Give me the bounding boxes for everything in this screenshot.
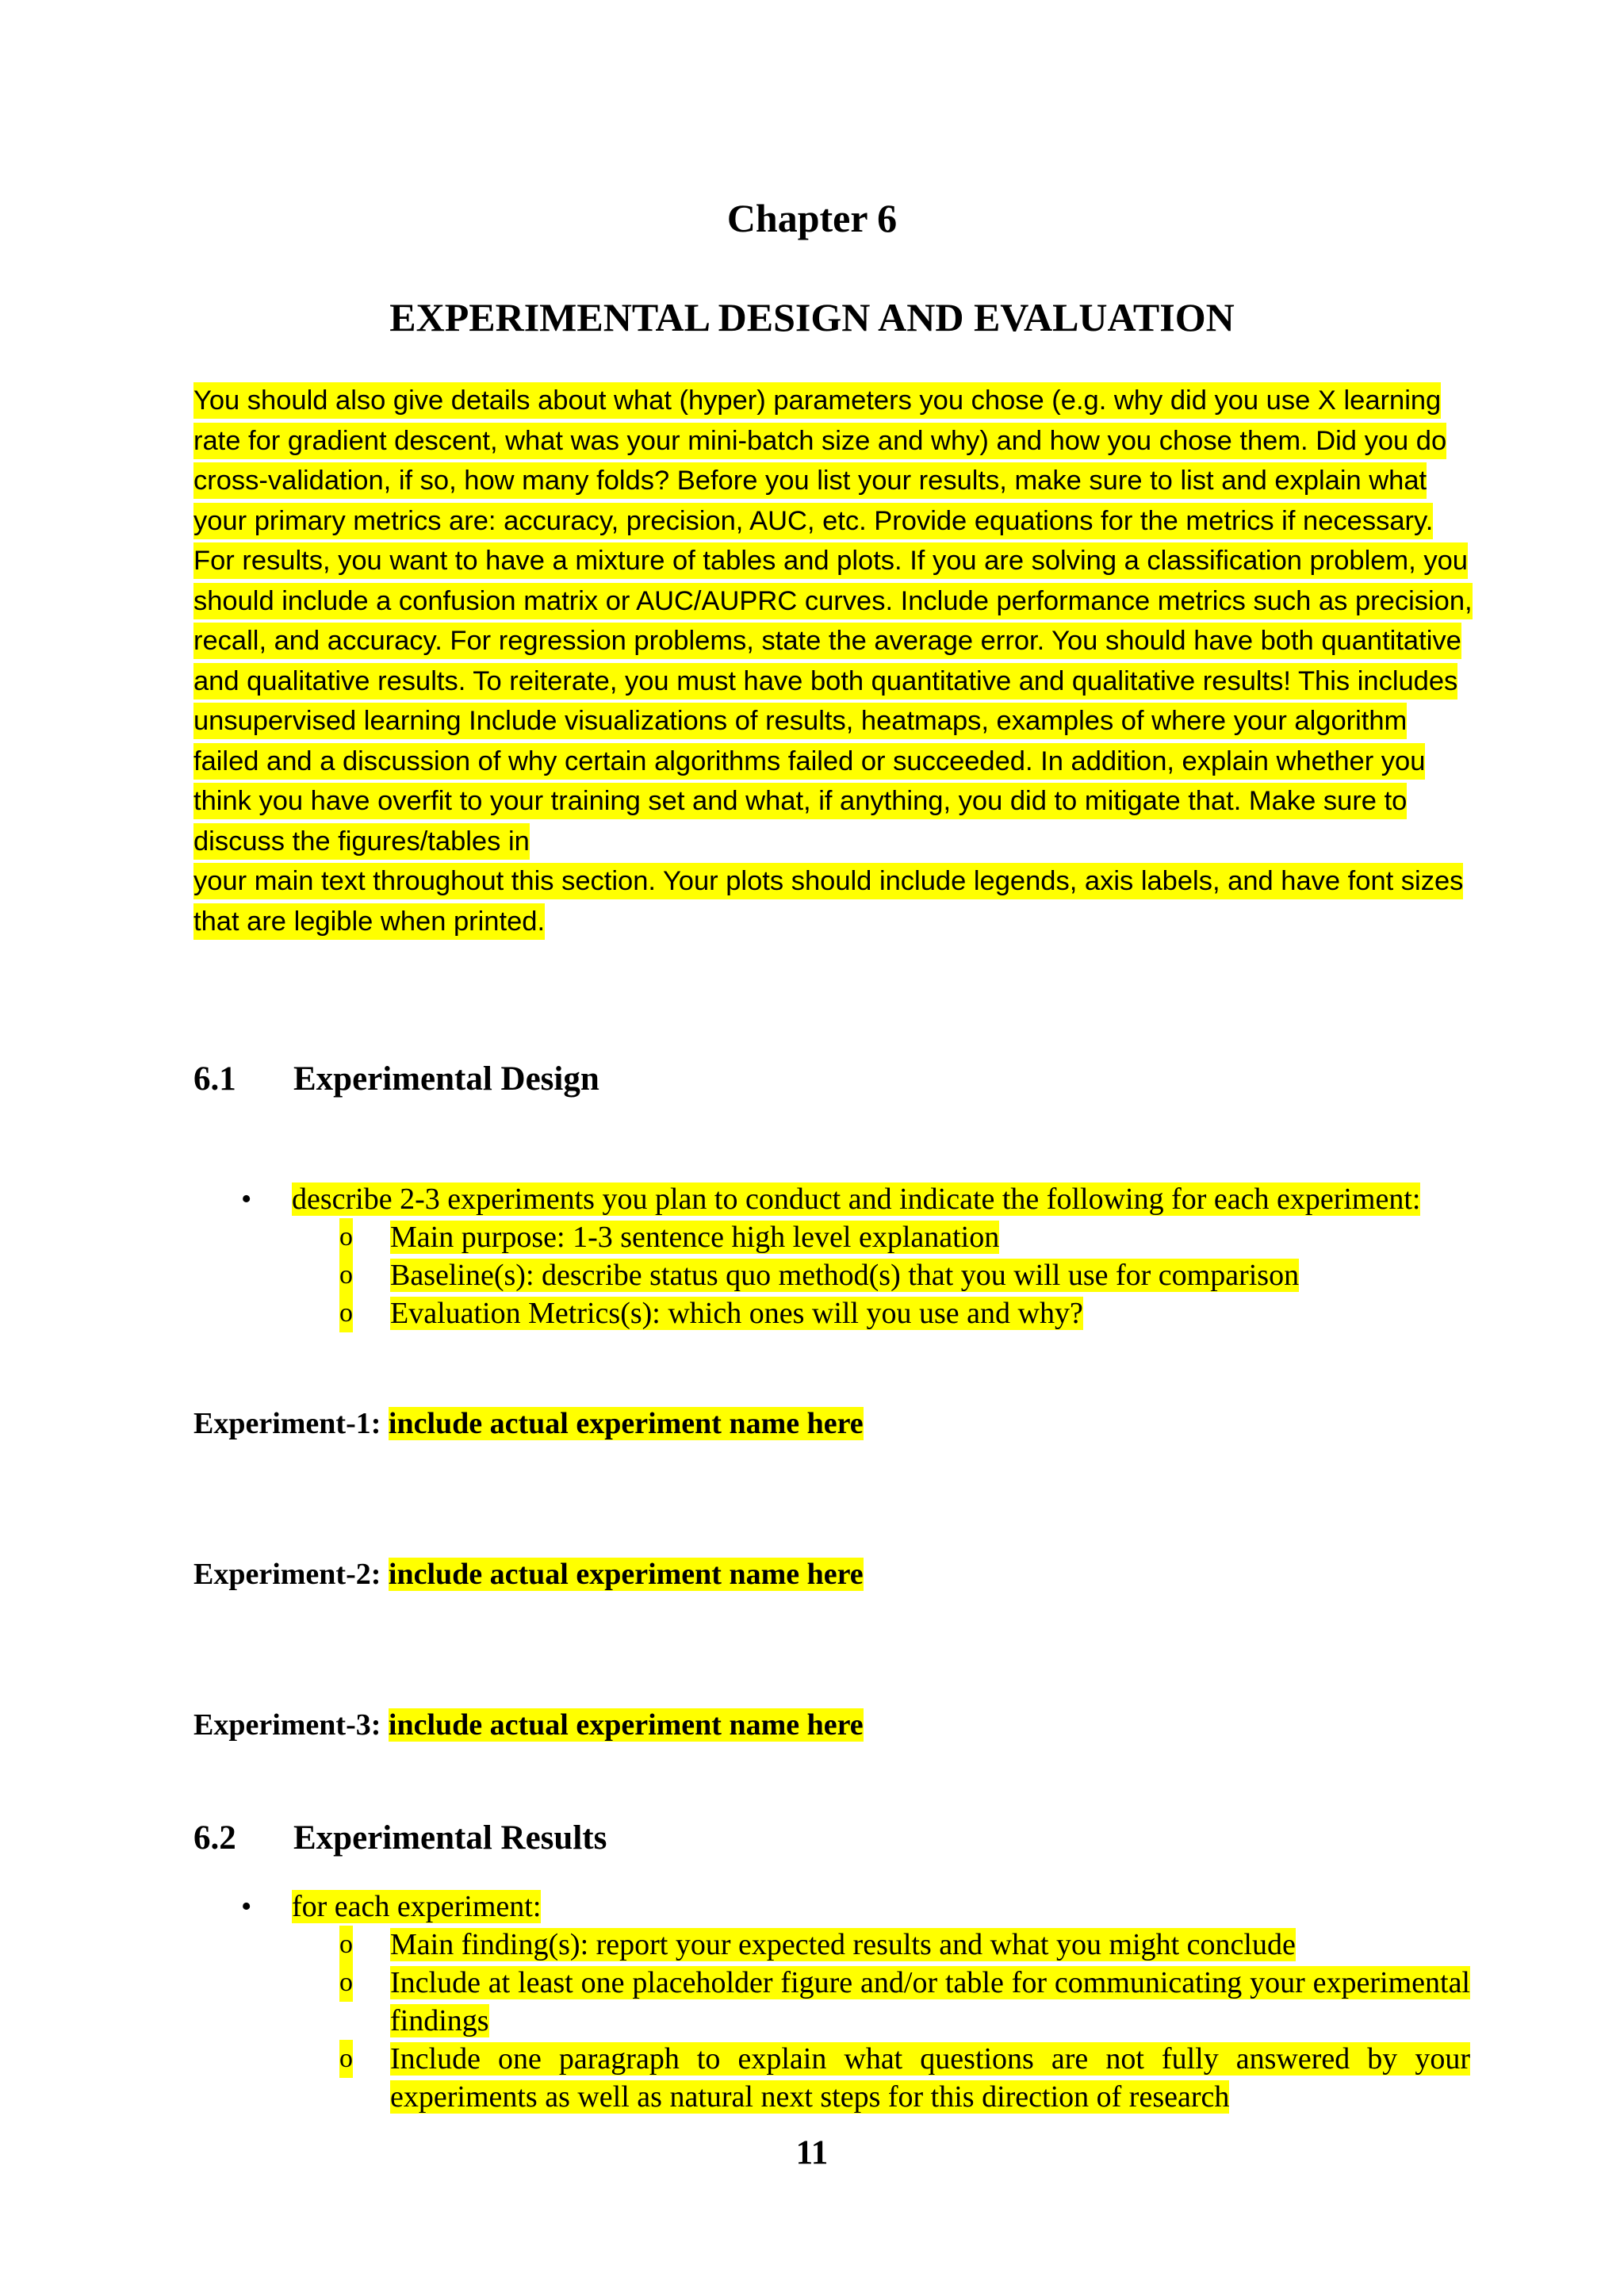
- chapter-title: EXPERIMENTAL DESIGN AND EVALUATION: [389, 295, 1235, 339]
- sub-marker: o: [339, 1294, 353, 1332]
- sub-item-text: Main purpose: 1-3 sentence high level explanation: [390, 1221, 1000, 1254]
- sub-item-text: Baseline(s): describe status quo method(s) that you will use for comparison: [390, 1259, 1300, 1292]
- experiment-name: include actual experiment name here: [388, 1708, 864, 1742]
- sub-marker: o: [339, 1256, 353, 1294]
- section-title: Experimental Design: [293, 1060, 599, 1098]
- bullet-marker: •: [241, 1182, 252, 1216]
- list-item: [193, 1180, 1470, 1332]
- sub-item-text: Include one paragraph to explain what questions are not fully answered by your experiments as well as natural next steps for this direction of research: [390, 2042, 1470, 2114]
- sub-list-item: [292, 1926, 1470, 1964]
- sub-list-item: [292, 1256, 1470, 1294]
- experiment-name: include actual experiment name here: [388, 1407, 864, 1440]
- list-item: [193, 1888, 1470, 2116]
- bullet-text: describe 2-3 experiments you plan to conduct and indicate the following for each experiment:: [292, 1182, 1421, 1216]
- sub-marker: o: [339, 2040, 353, 2078]
- design-bullet-list: [193, 1180, 1470, 1332]
- results-bullet-list: [193, 1888, 1470, 2116]
- intro-text: You should also give details about what (hyper) parameters you chose (e.g. why did you use X learning rate for gradient descent, what was your mini-batch size and why) and how you chose them. Did you do cross-validation, if so, how many folds? Before you list your results, make sure to list and explain what your primary metrics are: accuracy, precision, AUC, etc. Provide equations for the metrics if necessary. For results, you want to have a mixture of tables and plots. If you are solving a classification problem, you should include a confusion matrix or AUC/AUPRC curves. Include performance metrics such as precision, recall, and accuracy. For regression problems, state the average error. You should have both quantitative and qualitative results. To reiterate, you must have both quantitative and qualitative results! This includes unsupervised learning Include visualizations of results, heatmaps, examples of where your algorithm failed and a discussion of why certain algorithms failed or succeeded. In addition, explain whether you think you have overfit to your training set and what, if anything, you did to mitigate that. Make sure to discuss the figures/tables in: [193, 382, 1473, 860]
- experiment-3: [193, 1705, 864, 1745]
- sub-list-item: [292, 1218, 1470, 1256]
- section-title: Experimental Results: [293, 1819, 607, 1857]
- sub-item-text: Main finding(s): report your expected results and what you might conclude: [390, 1928, 1296, 1961]
- sub-list-item: [292, 2040, 1470, 2116]
- section-heading-experimental-results: [193, 1816, 607, 1861]
- experiment-1: [193, 1404, 864, 1443]
- results-sub-list: [292, 1926, 1470, 2116]
- section-number: 6.2: [193, 1819, 236, 1857]
- sub-marker: o: [339, 1218, 353, 1256]
- intro-text-continued: your main text throughout this section. Your plots should include legends, axis labels, and have font sizes that are legible when printed.: [193, 863, 1463, 940]
- intro-paragraph: [193, 381, 1478, 941]
- chapter-label: Chapter 6: [726, 196, 898, 240]
- experiment-name: include actual experiment name here: [388, 1558, 864, 1591]
- sub-marker: o: [339, 1964, 353, 2002]
- experiment-label: Experiment-2:: [193, 1558, 381, 1591]
- bullet-text: for each experiment:: [292, 1890, 542, 1923]
- experiment-label: Experiment-3:: [193, 1708, 381, 1742]
- bullet-marker: •: [241, 1890, 252, 1923]
- sub-list-item: [292, 1294, 1470, 1332]
- sub-item-text: Include at least one placeholder figure and/or table for communicating your experimental findings: [390, 1966, 1470, 2037]
- page-number: 11: [795, 2134, 829, 2171]
- experiment-label: Experiment-1:: [193, 1407, 381, 1440]
- experiment-2: [193, 1554, 864, 1594]
- sub-marker: o: [339, 1926, 353, 1964]
- sub-item-text: Evaluation Metrics(s): which ones will you use and why?: [390, 1297, 1083, 1330]
- design-sub-list: [292, 1218, 1470, 1332]
- section-heading-experimental-design: [193, 1057, 599, 1102]
- sub-list-item: [292, 1964, 1470, 2040]
- section-number: 6.1: [193, 1060, 236, 1098]
